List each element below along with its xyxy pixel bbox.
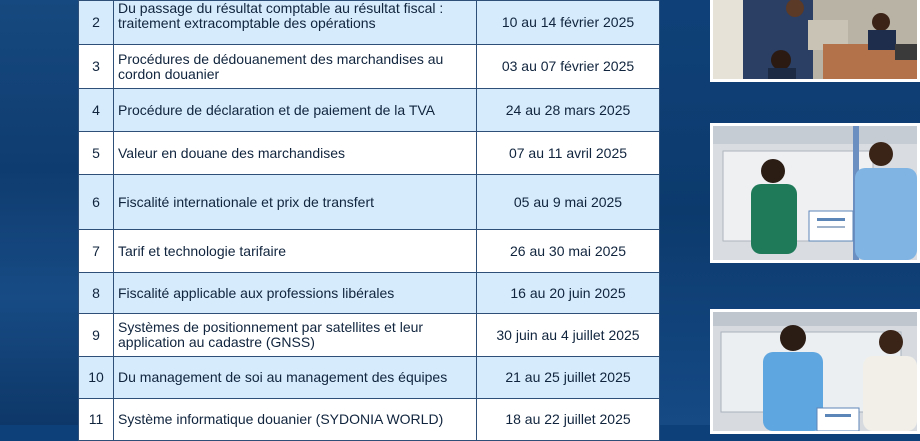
row-title: Systèmes de positionnement par satellites et leur application au cadastre (GNSS) (114, 314, 477, 357)
table-row (79, 89, 660, 132)
left-background-band (0, 0, 80, 425)
row-number: 5 (79, 132, 114, 175)
photo-certificate-ceremony-1 (710, 123, 920, 263)
row-number: 7 (79, 230, 114, 273)
certificate-scene-image (713, 126, 917, 260)
certificate-scene-image-2 (713, 312, 917, 431)
row-date: 24 au 28 mars 2025 (477, 89, 660, 132)
row-number: 2 (79, 1, 114, 45)
photo-meeting (710, 0, 920, 82)
row-title: Du passage du résultat comptable au résultat fiscal : traitement extracomptable des opérations (114, 1, 477, 45)
row-title: Système informatique douanier (SYDONIA WORLD) (114, 399, 477, 441)
table-row (79, 357, 660, 399)
photo-certificate-ceremony-2 (710, 309, 920, 434)
row-number: 3 (79, 45, 114, 89)
row-date: 05 au 9 mai 2025 (477, 175, 660, 230)
row-date: 03 au 07 février 2025 (477, 45, 660, 89)
row-date: 07 au 11 avril 2025 (477, 132, 660, 175)
table-row (79, 399, 660, 441)
row-date: 30 juin au 4 juillet 2025 (477, 314, 660, 357)
row-number: 10 (79, 357, 114, 399)
row-title: Fiscalité applicable aux professions libérales (114, 273, 477, 314)
table-row (79, 1, 660, 45)
row-number: 11 (79, 399, 114, 441)
row-title: Valeur en douane des marchandises (114, 132, 477, 175)
row-title: Procédures de dédouanement des marchandises au cordon douanier (114, 45, 477, 89)
row-title: Du management de soi au management des équipes (114, 357, 477, 399)
row-number: 8 (79, 273, 114, 314)
table-row (79, 175, 660, 230)
row-date: 10 au 14 février 2025 (477, 1, 660, 45)
table-row (79, 273, 660, 314)
row-date: 16 au 20 juin 2025 (477, 273, 660, 314)
row-date: 26 au 30 mai 2025 (477, 230, 660, 273)
row-date: 18 au 22 juillet 2025 (477, 399, 660, 441)
row-title: Procédure de déclaration et de paiement de la TVA (114, 89, 477, 132)
row-title: Tarif et technologie tarifaire (114, 230, 477, 273)
row-number: 6 (79, 175, 114, 230)
table-row (79, 45, 660, 89)
training-schedule-table (78, 0, 660, 441)
table-row (79, 230, 660, 273)
row-date: 21 au 25 juillet 2025 (477, 357, 660, 399)
row-number: 9 (79, 314, 114, 357)
row-title: Fiscalité internationale et prix de transfert (114, 175, 477, 230)
table-row (79, 132, 660, 175)
table-row (79, 314, 660, 357)
row-number: 4 (79, 89, 114, 132)
meeting-scene-image (713, 0, 917, 79)
